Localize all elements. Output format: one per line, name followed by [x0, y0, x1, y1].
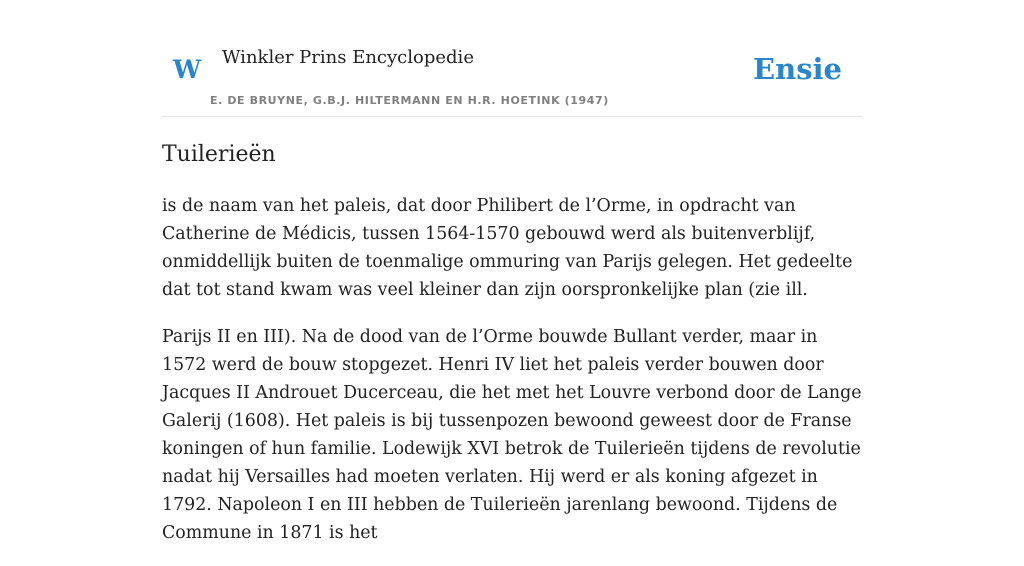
site-header — [162, 0, 862, 117]
entry-paragraph: Parijs II en III). Na de dood van de l’Orme bouwde Bullant verder, maar in 1572 werd de bouw stopgezet. Henri IV liet het paleis verder bouwen door Jacques II Androuet Ducerceau, die het met het Louvre verbond door de Lange Galerij (1608). Het paleis is bij tussenpozen bewoond geweest door de Franse koningen of hun familie. Lodewijk XVI betrok de Tuilerieën tijdens de revolutie nadat hij Versailles had moeten verlaten. Hij werd er als koning afgezet in 1792. Napoleon I en III hebben de Tuilerieën jarenlang bewoond. Tijdens de Commune in 1871 is het — [162, 327, 862, 543]
page-container — [162, 0, 862, 543]
source-title[interactable]: Winkler Prins Encyclopedie — [222, 47, 474, 68]
entry-title: Tuilerieën — [162, 142, 276, 167]
entry-body — [162, 192, 866, 566]
entry-paragraph: is de naam van het paleis, dat door Philibert de l’Orme, in opdracht van Catherine de Médicis, tussen 1564-1570 gebouwd werd als buitenverblijf, onmiddellijk buiten de toenmalige ommuring van Parijs gelegen. Het gedeelte dat tot stand kwam was veel kleiner dan zijn oorspronkelijke plan (zie ill. — [162, 196, 853, 300]
source-authors: E. DE BRUYNE, G.B.J. HILTERMANN EN H.R. HOETINK (1947) — [210, 94, 609, 107]
ensie-logo[interactable]: Ensie — [753, 52, 842, 86]
winkler-prins-logo[interactable]: W — [173, 55, 202, 84]
